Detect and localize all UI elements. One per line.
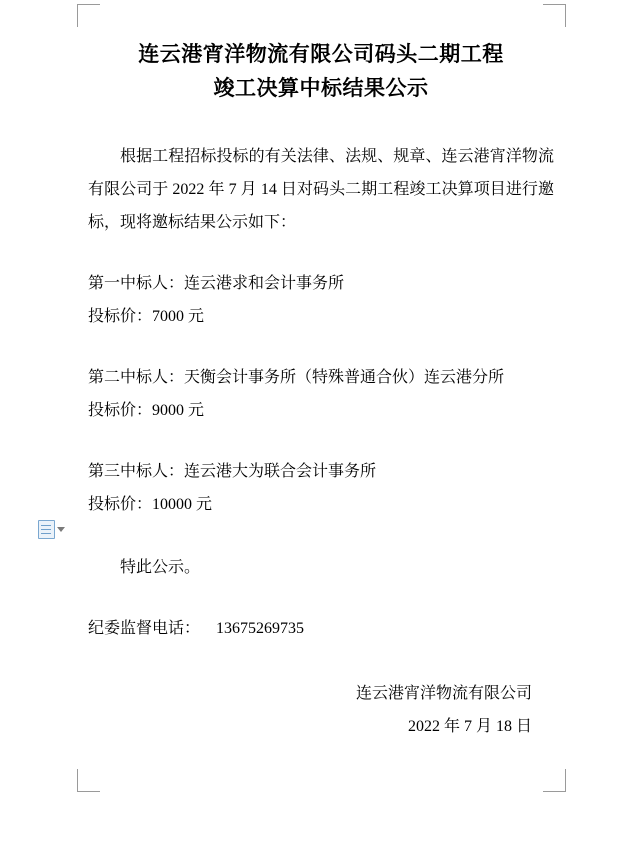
crop-mark-top-left: [77, 4, 100, 27]
crop-mark-bottom-right: [543, 769, 566, 792]
bidder-1-name: 第一中标人：连云港求和会计事务所: [88, 275, 345, 292]
document-body: [88, 28, 554, 743]
bidder-entry-1: [88, 267, 554, 333]
page-title: [88, 28, 554, 106]
object-anchor-control[interactable]: [38, 520, 66, 538]
signature-block: [88, 677, 554, 743]
supervision-label: 纪委监督电话：: [88, 620, 201, 637]
closing-statement: 特此公示。: [120, 559, 201, 576]
bidder-2-name: 第二中标人：天衡会计事务所（特殊普通合伙）连云港分所: [88, 369, 505, 386]
crop-mark-bottom-left: [77, 769, 100, 792]
signature-date: 2022 年 7 月 18 日: [407, 718, 532, 735]
chevron-down-icon[interactable]: [57, 527, 65, 532]
crop-mark-top-right: [543, 4, 566, 27]
supervision-contact: [88, 612, 554, 645]
page-object-icon: [38, 520, 55, 539]
bidder-3-name: 第三中标人：连云港大为联合会计事务所: [88, 463, 377, 480]
bidder-1-price: 投标价：7000 元: [88, 308, 205, 325]
page-title-line-1: 连云港宵洋物流有限公司码头二期工程: [138, 43, 504, 66]
signature-company: 连云港宵洋物流有限公司: [355, 685, 532, 702]
page-title-line-2: 竣工决算中标结果公示: [213, 77, 429, 100]
bidder-entry-2: [88, 361, 554, 427]
supervision-phone-number: 13675269735: [216, 620, 305, 637]
intro-paragraph: 根据工程招标投标的有关法律、法规、规章、连云港宵洋物流有限公司于 2022 年 7 月 14 日对码头二期工程竣工决算项目进行邀标，现将邀标结果公示如下：: [88, 148, 554, 231]
bidder-entry-3: [88, 455, 554, 521]
bidder-2-price: 投标价：9000 元: [88, 402, 205, 419]
bidder-3-price: 投标价：10000 元: [88, 496, 213, 513]
